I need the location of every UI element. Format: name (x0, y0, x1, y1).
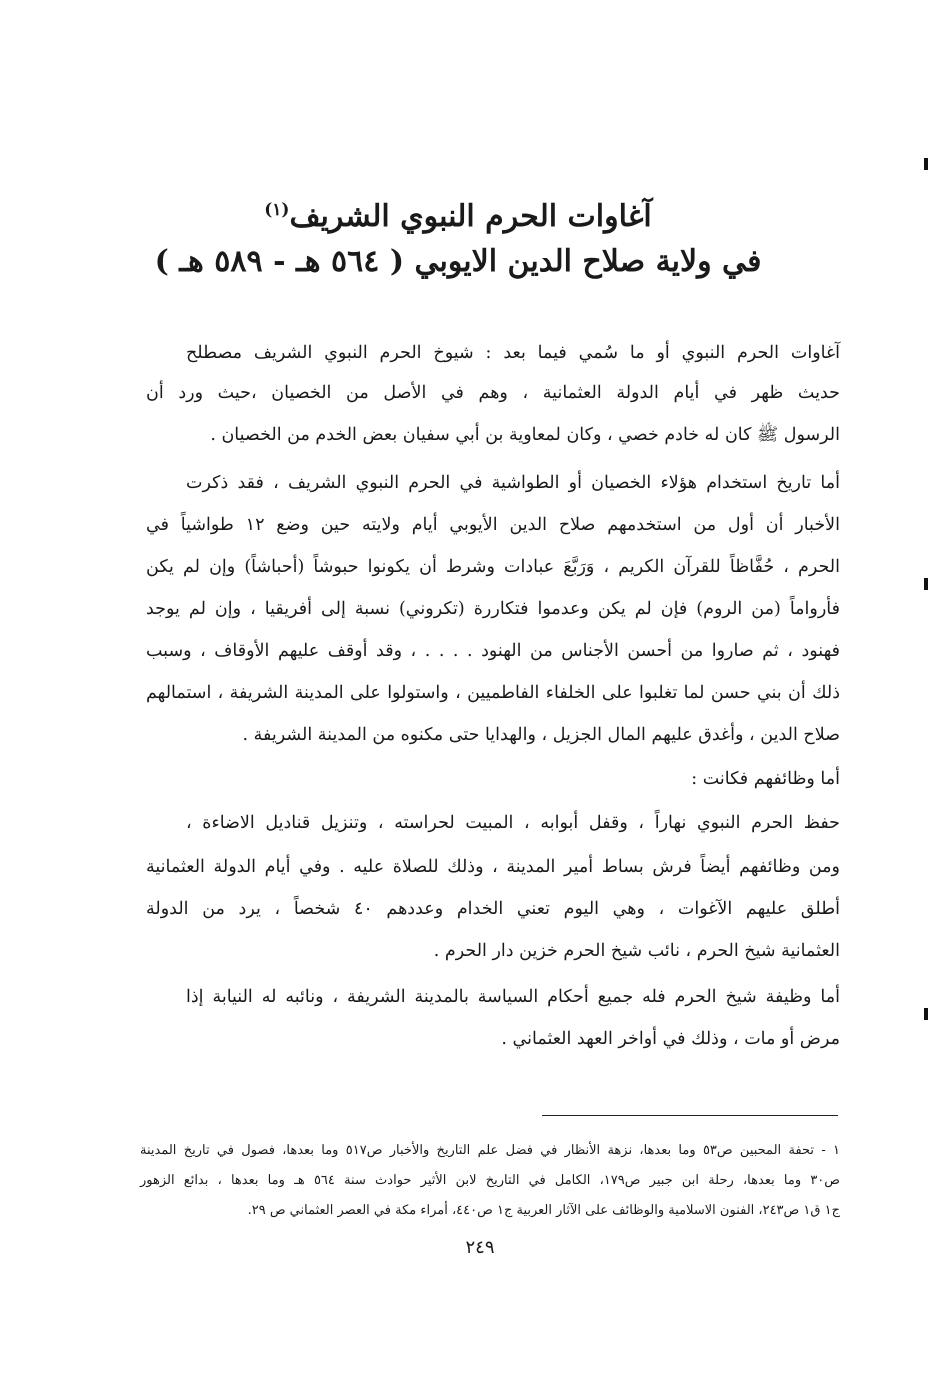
text-line: ومن وظائفهم أيضاً فرش بساط أمير المدينة ، وذلك للصلاة عليه . وفي أيام الدولة العثمانية (146, 857, 840, 877)
text-line: العثمانية شيخ الحرم ، نائب شيخ الحرم خزين دار الحرم . (433, 941, 840, 961)
text-line: حفظ الحرم النبوي نهاراً ، وقفل أبوابه ، المبيت لحراسته ، وتنزيل قناديل الاضاءة ، (186, 813, 840, 833)
text-line: أما تاريخ استخدام هؤلاء الخصيان أو الطواشية في الحرم النبوي الشريف ، فقد ذكرت (186, 473, 840, 493)
text-line: الحرم ، حُفَّاظاً للقرآن الكريم ، وَرَبَّعَ عبادات وشرط أن يكونوا حبوشاً (أحباشاً) وإن لم يكن (146, 557, 840, 577)
page-subtitle: في ولاية صلاح الدين الايوبي ( ٥٦٤ هـ - ٥٨٩ هـ ) (154, 244, 762, 279)
title-line-1: آغاوات الحرم النبوي الشريف (289, 199, 652, 234)
edge-mark (924, 158, 928, 170)
page-number: ٢٤٩ (465, 1237, 495, 1258)
text-line: آغاوات الحرم النبوي أو ما سُمي فيما بعد : شيوخ الحرم النبوي الشريف مصطلح (186, 343, 840, 363)
footnote-line: ١ - تحفة المحبين ص٥٣ وما بعدها، نزهة الأنظار في فضل علم التاريخ والأخبار ص٥١٧ وما بعدها، فصول في تاريخ المدينة (140, 1143, 841, 1158)
title-footnote-ref: (١) (264, 200, 290, 220)
page-title (138, 190, 778, 237)
text-line: أما وظيفة شيخ الحرم فله جميع أحكام السياسة بالمدينة الشريفة ، ونائبه له النيابة إذا (186, 987, 840, 1007)
text-line: الأخبار أن أول من استخدمهم صلاح الدين الأيوبي أيام ولايته حين وضع ١٢ طواشياً في (146, 515, 840, 535)
text-line: صلاح الدين ، وأغدق عليهم المال الجزيل ، والهدايا حتى مكنوه من المدينة الشريفة . (242, 725, 840, 745)
text-line: حديث ظهر في أيام الدولة العثمانية ، وهم في الأصل من الخصيان ،حيث ورد أن (146, 383, 840, 403)
text-line: فهنود ، ثم صاروا من أحسن الأجناس من الهنود . . . . ، وقد أوقف عليهم الأوقاف ، وسبب (146, 641, 840, 661)
edge-mark (924, 578, 928, 590)
footnote-line: ص٣٠ وما بعدها، رحلة ابن جبير ص١٧٩، الكامل في التاريخ لابن الأثير حوادث سنة ٥٦٤ هـ وما بعدها ، بدائع الزهور (140, 1173, 840, 1188)
footnote-divider (542, 1115, 838, 1116)
text-line: ذلك أن بني حسن لما تغلبوا على الخلفاء الفاطميين ، واستولوا على المدينة الشريفة ، استمالهم (146, 683, 840, 703)
text-line: الرسول ﷺ كان له خادم خصي ، وكان لمعاوية بن أبي سفيان بعض الخدم من الخصيان . (210, 425, 840, 445)
text-line: مرض أو مات ، وذلك في أواخر العهد العثماني . (501, 1029, 840, 1049)
footnote-line: ج١ ق١ ص٢٤٣، الفنون الاسلامية والوظائف على الآثار العربية ج١ ص٤٤٠، أمراء مكة في العصر العثماني ص ٢٩. (247, 1203, 840, 1218)
text-line: فأرواماً (من الروم) فإن لم يكن وعدموا فتكاررة (تكروني) نسبة إلى أفريقيا ، وإن لم يوجد (146, 599, 840, 619)
text-line: أما وظائفهم فكانت : (691, 769, 840, 789)
edge-mark (924, 1008, 928, 1020)
text-line: أطلق عليهم الآغوات ، وهي اليوم تعني الخدام وعددهم ٤٠ شخصاً ، يرد من الدولة (146, 899, 840, 919)
